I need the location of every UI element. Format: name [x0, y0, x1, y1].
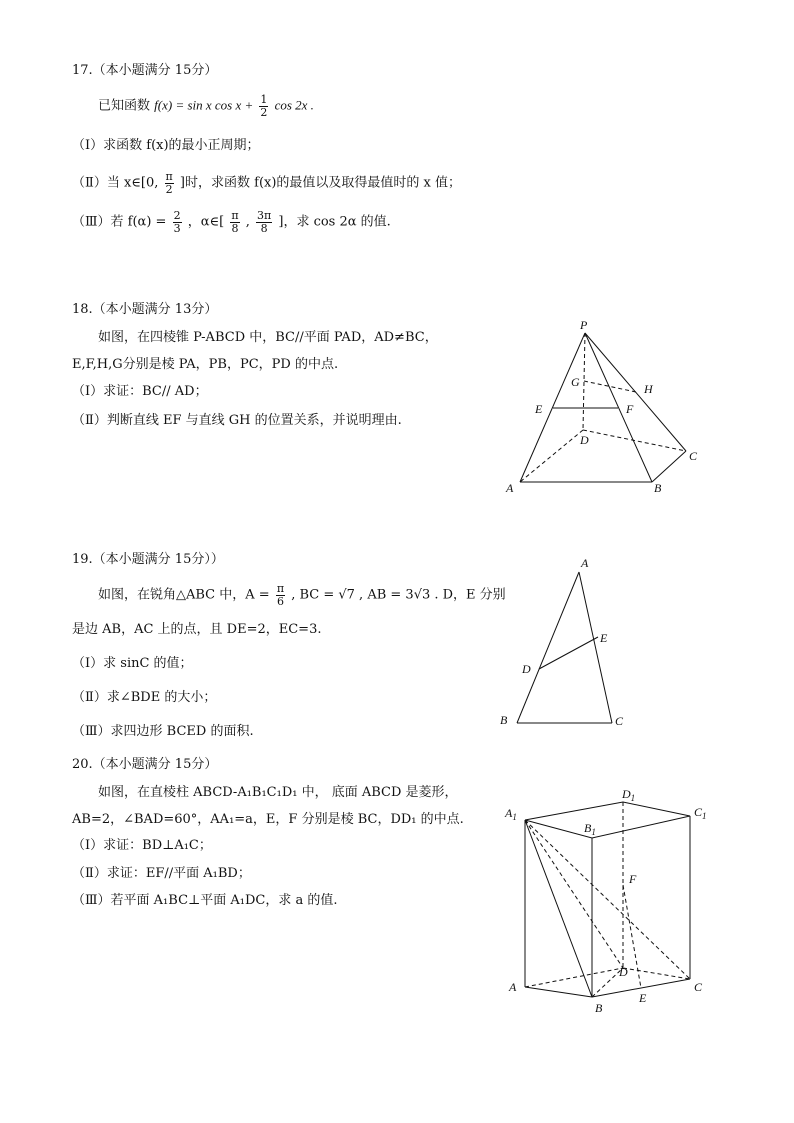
- q18-pyramid-figure: [490, 315, 710, 500]
- q17-fraction: $\frac{1}{2}$: [260, 93, 268, 119]
- q20-label-D: D: [619, 965, 628, 979]
- q20-line2: AB=2，∠BAD=60°，AA₁=a，E，F 分别是棱 BC，DD₁ 的中点.: [72, 812, 464, 827]
- q20-label-C1: $C_1$: [694, 805, 707, 821]
- q20-label-B: B: [595, 1001, 603, 1015]
- q20-label-C: C: [694, 980, 703, 994]
- q18-label-E: E: [535, 402, 543, 416]
- q19-label-D: D: [522, 662, 531, 676]
- q18-label-A: A: [506, 481, 514, 495]
- q20-part2: （Ⅱ）求证：EF//平面 A₁BD；: [72, 866, 251, 881]
- q18-label-P: P: [580, 318, 588, 332]
- q18-line1: 如图，在四棱锥 P-ABCD 中，BC//平面 PAD，AD≠BC，: [98, 330, 438, 345]
- q20-label-D1: $D_1$: [622, 787, 636, 803]
- q19-part1: （Ⅰ）求 sinC 的值；: [72, 656, 193, 671]
- q20-label-A1: $A_1$: [505, 806, 517, 822]
- q19-part2: （Ⅱ）求∠BDE 的大小；: [72, 690, 217, 705]
- q20-line1: 如图，在直棱柱 ABCD-A₁B₁C₁D₁ 中， 底面 ABCD 是菱形，: [98, 785, 458, 800]
- q20-label-A: A: [509, 980, 517, 994]
- q18-part1: （Ⅰ）求证：BC// AD；: [72, 384, 208, 399]
- q19-label-E: E: [600, 631, 608, 645]
- q18-label-G: G: [571, 375, 580, 389]
- q18-line2: E,F,H,G分别是棱 PA，PB，PC，PD 的中点.: [72, 357, 339, 372]
- q18-label-D: D: [580, 433, 589, 447]
- q18-label-C: C: [689, 449, 698, 463]
- q18-label-B: B: [654, 481, 662, 495]
- q20-label-B1: $B_1$: [584, 821, 596, 837]
- q18-header: 18.（本小题满分 13分）: [72, 302, 218, 317]
- q19-part3: （Ⅲ）求四边形 BCED 的面积.: [72, 724, 254, 739]
- q19-label-B: B: [500, 713, 508, 727]
- q17-header: 17.（本小题满分 15分）: [72, 63, 218, 78]
- q18-label-H: H: [644, 382, 653, 396]
- q20-part3: （Ⅲ）若平面 A₁BC⊥平面 A₁DC，求 a 的值.: [72, 893, 338, 908]
- q17-part2: （Ⅱ）当 x∈[0, $\frac{\pi}{2}$ ]时，求函数 f(x)的最值以及取得最值时的 x 值；: [72, 170, 462, 196]
- q18-part2: （Ⅱ）判断直线 EF 与直线 GH 的位置关系，并说明理由.: [72, 413, 402, 428]
- q20-prism-figure: [495, 780, 720, 1020]
- q17-part3: （Ⅲ）若 f(α) = $\frac{2}{3}$ ，α∈[ $\frac{\pi}{8}$ , $\frac{3\pi}{8}$ ]，求 cos 2α 的值.: [72, 209, 391, 235]
- q20-label-E: E: [639, 991, 647, 1005]
- q20-part1: （Ⅰ）求证：BD⊥A₁C；: [72, 838, 212, 853]
- q19-header: 19.（本小题满分 15分））: [72, 552, 224, 567]
- q17-given: 已知函数 f(x) = sin x cos x + $\frac{1}{2}$ cos 2x .: [98, 93, 314, 119]
- q19-triangle-figure: [492, 552, 642, 737]
- q19-line2: 是边 AB，AC 上的点，且 DE=2，EC=3.: [72, 622, 322, 637]
- q19-label-C: C: [615, 714, 624, 728]
- q19-line1: 如图，在锐角△ABC 中，A = $\frac{\pi}{6}$ , BC = √7 , AB = 3√3 . D，E 分别: [98, 582, 506, 608]
- q20-header: 20.（本小题满分 15分）: [72, 757, 218, 772]
- q18-label-F: F: [626, 402, 634, 416]
- q20-label-F: F: [629, 872, 637, 886]
- q19-label-A: A: [581, 556, 589, 570]
- q17-part1: （Ⅰ）求函数 f(x)的最小正周期；: [72, 138, 260, 153]
